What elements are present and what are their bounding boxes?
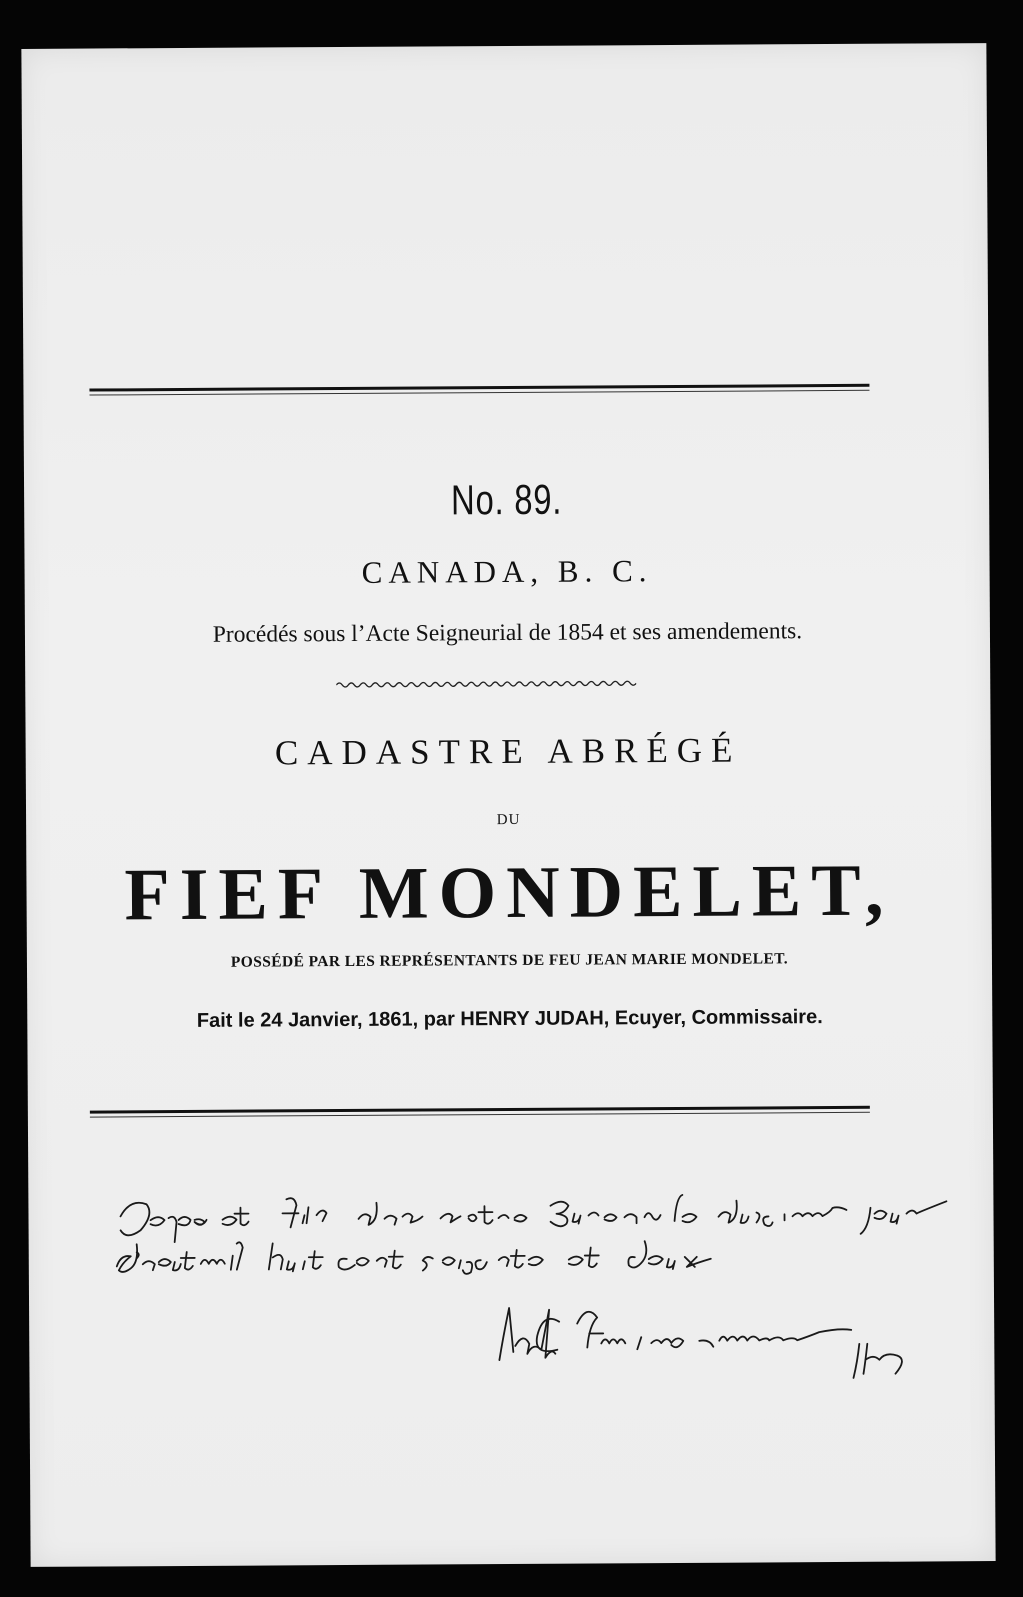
handwritten-filing-note [21,43,995,1567]
document-number: No. 89. [450,475,563,524]
cadastre-title: CADASTRE ABRÉGÉ [274,730,742,773]
place-heading: CANADA, B. C. [361,553,653,590]
fief-name: FIEF MONDELET, [124,849,894,937]
owners-line: POSSÉDÉ PAR LES REPRÉSENTANTS DE FEU JEAN MARIE MONDELET. [230,950,789,971]
connector-du: DU [496,811,521,829]
made-by-line: Fait le 24 Janvier, 1861, par HENRY JUDAH, Ecuyer, Commissaire. [196,1006,823,1032]
proceedings-line: Procédés sous l’Acte Seigneurial de 1854 et ses amendements. [212,618,803,648]
document-page [21,43,995,1567]
